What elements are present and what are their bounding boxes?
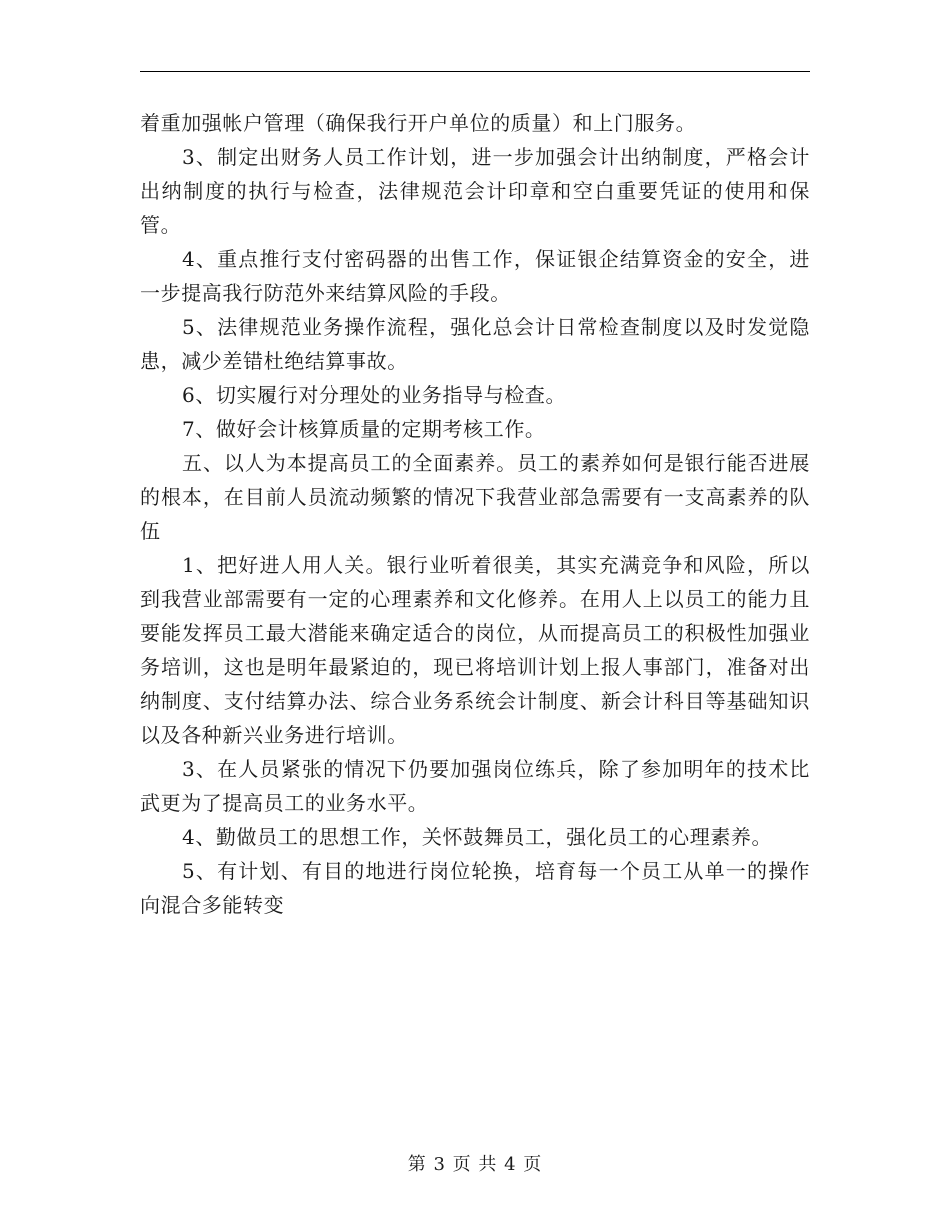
paragraph: 4、重点推行支付密码器的出售工作，保证银企结算资金的安全，进一步提高我行防范外来结算风险的手段。	[140, 247, 810, 305]
paragraph: 4、勤做员工的思想工作，关怀鼓舞员工，强化员工的心理素养。	[182, 825, 773, 849]
paragraph: 3、制定出财务人员工作计划，进一步加强会计出纳制度，严格会计出纳制度的执行与检查，法律规范会计印章和空白重要凭证的使用和保管。	[140, 145, 810, 237]
header-rule	[140, 71, 810, 72]
document-body	[140, 106, 810, 922]
page-number-footer: 第 3 页 共 4 页	[407, 1154, 543, 1175]
section-heading-paragraph: 五、以人为本提高员工的全面素养。员工的素养如何是银行能否进展的根本，在目前人员流动频繁的情况下我营业部急需要有一支高素养的队伍	[140, 451, 810, 543]
paragraph: 5、法律规范业务操作流程，强化总会计日常检查制度以及时发觉隐患，减少差错杜绝结算事故。	[140, 315, 810, 373]
paragraph: 着重加强帐户管理（确保我行开户单位的质量）和上门服务。	[140, 111, 697, 135]
paragraph: 7、做好会计核算质量的定期考核工作。	[182, 417, 546, 441]
paragraph: 1、把好进人用人关。银行业听着很美，其实充满竞争和风险，所以到我营业部需要有一定的心理素养和文化修养。在用人上以员工的能力且要能发挥员工最大潜能来确定适合的岗位，从而提高员工的积极性加强业务培训，这也是明年最紧迫的，现已将培训计划上报人事部门，准备对出纳制度、支付结算办法、综合业务系统会计制度、新会计科目等基础知识以及各种新兴业务进行培训。	[140, 553, 810, 747]
paragraph: 3、在人员紧张的情况下仍要加强岗位练兵，除了参加明年的技术比武更为了提高员工的业务水平。	[140, 757, 810, 815]
paragraph: 6、切实履行对分理处的业务指导与检查。	[182, 383, 567, 407]
paragraph: 5、有计划、有目的地进行岗位轮换，培育每一个员工从单一的操作向混合多能转变	[140, 859, 810, 917]
